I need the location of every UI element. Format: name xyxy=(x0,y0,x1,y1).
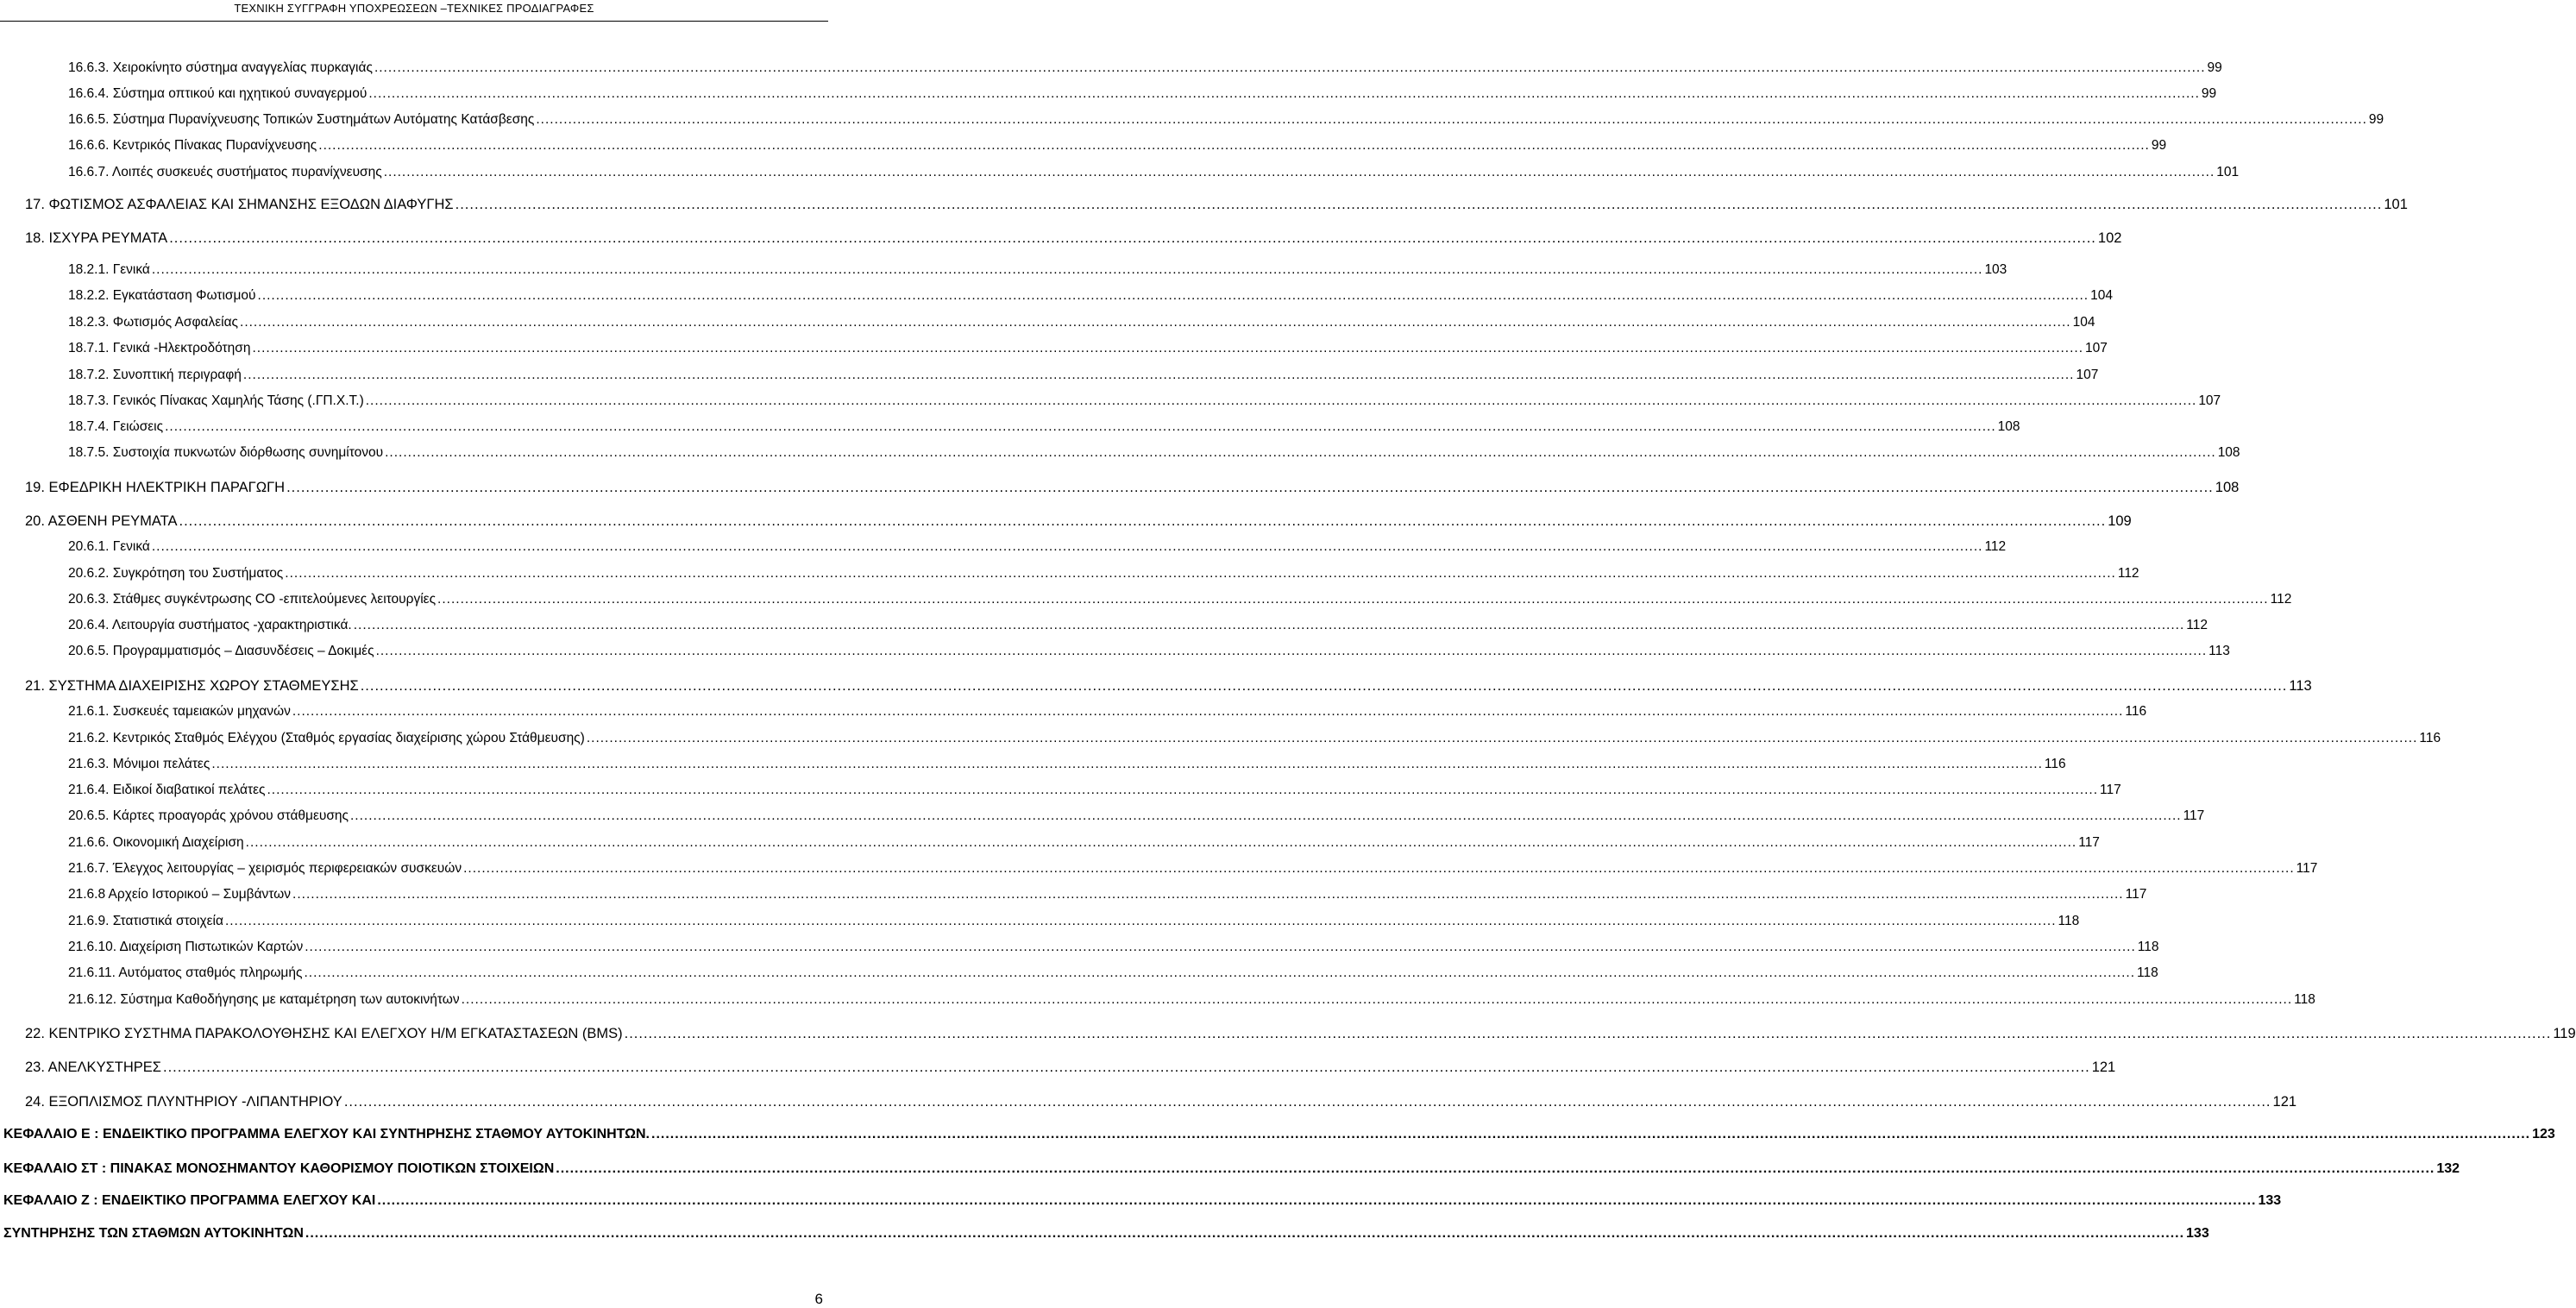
toc-entry-label: 16.6.5. Σύστημα Πυρανίχνευσης Τοπικών Συστημάτων Αυτόματης Κατάσβεσης xyxy=(68,112,535,127)
toc-entry-label: 21.6.2. Κεντρικός Σταθμός Ελέγχου (Σταθμός εργασίας διαχείρισης χώρου Στάθμευσης) xyxy=(68,731,585,745)
toc-entry[interactable] xyxy=(68,368,2099,383)
toc-entry-page: 117 xyxy=(2078,835,2100,850)
toc-entry-label: 18.2.3. Φωτισμός Ασφαλείας xyxy=(68,315,239,330)
toc-leader-dots: ................................................................................................................................................................................................................................................................................................................................................................................................................ xyxy=(179,513,2107,529)
toc-leader-dots: ................................................................................................................................................................................................................................................................................................................................................................................................................ xyxy=(536,112,2367,127)
toc-entry[interactable] xyxy=(3,1193,2282,1209)
toc-entry[interactable] xyxy=(25,1026,2576,1042)
toc-entry-label: 19. ΕΦΕΔΡΙΚΗ ΗΛΕΚΤΡΙΚΗ ΠΑΡΑΓΩΓΗ xyxy=(25,480,286,495)
toc-entry[interactable] xyxy=(25,513,2132,530)
toc-entry-label: ΚΕΦΑΛΑΙΟ Ζ : ΕΝΔΕΙΚΤΙΚΟ ΠΡΟΓΡΑΜΜΑ ΕΛΕΓΧΟΥ ΚΑΙ xyxy=(3,1193,376,1208)
toc-leader-dots: ................................................................................................................................................................................................................................................................................................................................................................................................................ xyxy=(624,1026,2552,1041)
toc-leader-dots: ................................................................................................................................................................................................................................................................................................................................................................................................................ xyxy=(224,914,2057,928)
page-header-title: ΤΕΧΝΙΚΗ ΣΥΓΓΡΑΦΗ ΥΠΟΧΡΕΩΣΕΩΝ –ΤΕΧΝΙΚΕΣ ΠΡΟΔΙΑΓΡΑΦΕΣ xyxy=(234,2,594,15)
toc-entry-page: 117 xyxy=(2183,808,2205,823)
toc-entry-label: 21.6.1. Συσκευές ταμειακών μηχανών xyxy=(68,704,291,719)
toc-leader-dots: ................................................................................................................................................................................................................................................................................................................................................................................................................ xyxy=(651,1127,2531,1141)
toc-leader-dots: ................................................................................................................................................................................................................................................................................................................................................................................................................ xyxy=(304,965,2136,980)
toc-entry[interactable] xyxy=(68,539,2007,555)
toc-leader-dots: ................................................................................................................................................................................................................................................................................................................................................................................................................ xyxy=(305,940,2136,954)
toc-entry-label: 17. ΦΩΤΙΣΜΟΣ ΑΣΦΑΛΕΙΑΣ ΚΑΙ ΣΗΜΑΝΣΗΣ ΕΞΟΔΩΝ ΔΙΑΦΥΓΗΣ xyxy=(25,197,454,212)
toc-entry[interactable] xyxy=(68,86,2217,102)
toc-entry[interactable] xyxy=(25,1060,2116,1076)
toc-entry-page: 117 xyxy=(2100,783,2121,797)
toc-entry-label: 20.6.4. Λειτουργία συστήματος -χαρακτηριστικά. xyxy=(68,618,352,632)
toc-entry-page: 107 xyxy=(2198,393,2221,408)
toc-leader-dots: ................................................................................................................................................................................................................................................................................................................................................................................................................ xyxy=(305,1226,2185,1241)
toc-entry-label: 20.6.5. Κάρτες προαγοράς χρόνου στάθμευσης xyxy=(68,808,349,823)
toc-entry[interactable] xyxy=(68,731,2441,746)
toc-entry-page: 113 xyxy=(2208,644,2230,658)
toc-entry[interactable] xyxy=(68,644,2230,659)
toc-entry-label: 16.6.6. Κεντρικός Πίνακας Πυρανίχνευσης xyxy=(68,138,317,153)
page-number: 6 xyxy=(814,1291,823,1307)
toc-entry-page: 101 xyxy=(2216,165,2240,179)
toc-entry[interactable] xyxy=(3,1127,2555,1142)
toc-leader-dots: ................................................................................................................................................................................................................................................................................................................................................................................................................ xyxy=(169,230,2096,246)
toc-entry-label: 24. ΕΞΟΠΛΙΣΜΟΣ ΠΛΥΝΤΗΡΙΟΥ -ΛΙΠΑΝΤΗΡΙΟΥ xyxy=(25,1094,342,1110)
toc-entry-page: 118 xyxy=(2294,992,2315,1007)
toc-leader-dots: ................................................................................................................................................................................................................................................................................................................................................................................................................ xyxy=(461,992,2293,1007)
toc-entry-label: 21.6.7. Έλεγχος λειτουργίας – χειρισμός περιφερειακών συσκευών xyxy=(68,861,462,876)
toc-entry-label: 21.6.3. Μόνιμοι πελάτες xyxy=(68,757,210,771)
toc-entry-page: 99 xyxy=(2207,60,2222,75)
toc-entry-page: 112 xyxy=(2117,566,2139,581)
toc-entry-page: 102 xyxy=(2097,230,2122,246)
toc-leader-dots: ................................................................................................................................................................................................................................................................................................................................................................................................................ xyxy=(211,757,2043,771)
toc-leader-dots: ................................................................................................................................................................................................................................................................................................................................................................................................................ xyxy=(151,262,1983,277)
toc-leader-dots: ................................................................................................................................................................................................................................................................................................................................................................................................................ xyxy=(257,288,2089,303)
toc-leader-dots: ................................................................................................................................................................................................................................................................................................................................................................................................................ xyxy=(242,368,2075,382)
toc-entry-label: 21.6.11. Αυτόματος σταθμός πληρωμής xyxy=(68,965,303,980)
toc-entry-label: 18.7.2. Συνοπτική περιγραφή xyxy=(68,368,242,382)
toc-entry-label: 18. ΙΣΧΥΡΑ ΡΕΥΜΑΤΑ xyxy=(25,230,168,246)
toc-leader-dots: ................................................................................................................................................................................................................................................................................................................................................................................................................ xyxy=(162,1060,2090,1075)
toc-entry[interactable] xyxy=(3,1226,2209,1242)
toc-entry-page: 133 xyxy=(2186,1226,2209,1241)
toc-entry[interactable] xyxy=(68,992,2315,1008)
toc-entry[interactable] xyxy=(68,861,2318,877)
toc-leader-dots: ................................................................................................................................................................................................................................................................................................................................................................................................................ xyxy=(285,566,2116,581)
toc-entry-page: 123 xyxy=(2532,1127,2555,1141)
toc-entry[interactable] xyxy=(68,419,2020,435)
toc-leader-dots: ................................................................................................................................................................................................................................................................................................................................................................................................................ xyxy=(350,808,2182,823)
toc-entry-page: 112 xyxy=(2270,592,2292,607)
toc-entry[interactable] xyxy=(68,112,2384,128)
toc-entry-label: ΣΥΝΤΗΡΗΣΗΣ ΤΩΝ ΣΤΑΘΜΩΝ ΑΥΤΟΚΙΝΗΤΩΝ xyxy=(3,1226,304,1241)
toc-entry-label: 21. ΣΥΣΤΗΜΑ ΔΙΑΧΕΙΡΙΣΗΣ ΧΩΡΟΥ ΣΤΑΘΜΕΥΣΗΣ xyxy=(25,678,359,694)
toc-entry-label: 18.7.3. Γενικός Πίνακας Χαμηλής Τάσης (.ΓΠ.Χ.Τ.) xyxy=(68,393,364,408)
toc-entry-page: 99 xyxy=(2368,112,2384,127)
toc-entry[interactable] xyxy=(68,165,2240,180)
toc-entry-page: 121 xyxy=(2272,1094,2297,1110)
toc-leader-dots: ................................................................................................................................................................................................................................................................................................................................................................................................................ xyxy=(375,644,2208,658)
toc-entry[interactable] xyxy=(3,1161,2460,1177)
header-divider xyxy=(0,21,828,22)
toc-leader-dots: ................................................................................................................................................................................................................................................................................................................................................................................................................ xyxy=(586,731,2418,745)
toc-entry-label: 18.2.1. Γενικά xyxy=(68,262,150,277)
toc-leader-dots: ................................................................................................................................................................................................................................................................................................................................................................................................................ xyxy=(368,86,2200,101)
toc-entry-label: 20.6.3. Στάθμες συγκέντρωσης CO -επιτελούμενες λειτουργίες xyxy=(68,592,437,607)
toc-leader-dots: ................................................................................................................................................................................................................................................................................................................................................................................................................ xyxy=(365,393,2197,408)
toc-entry-label: ΚΕΦΑΛΑΙΟ ΣΤ : ΠΙΝΑΚΑΣ ΜΟΝΟΣΗΜΑΝΤΟΥ ΚΑΘΟΡΙΣΜΟΥ ΠΟΙΟΤΙΚΩΝ ΣΤΟΙΧΕΙΩΝ xyxy=(3,1161,555,1176)
toc-entry-page: 108 xyxy=(2217,445,2240,460)
toc-entry-label: 18.7.4. Γειώσεις xyxy=(68,419,164,434)
toc-entry[interactable] xyxy=(25,1094,2297,1110)
toc-entry-page: 118 xyxy=(2058,914,2080,928)
toc-leader-dots: ................................................................................................................................................................................................................................................................................................................................................................................................................ xyxy=(463,861,2295,876)
toc-leader-dots: ................................................................................................................................................................................................................................................................................................................................................................................................................ xyxy=(267,783,2099,797)
toc-leader-dots: ................................................................................................................................................................................................................................................................................................................................................................................................................ xyxy=(240,315,2071,330)
toc-entry-label: 18.7.5. Συστοιχία πυκνωτών διόρθωσης συνημίτονου xyxy=(68,445,384,460)
toc-entry-label: 21.6.12. Σύστημα Καθοδήγησης με καταμέτρηση των αυτοκινήτων xyxy=(68,992,460,1007)
toc-entry[interactable] xyxy=(68,288,2113,304)
toc-entry[interactable] xyxy=(25,230,2122,247)
toc-entry[interactable] xyxy=(68,704,2147,720)
toc-entry-page: 113 xyxy=(2289,678,2312,694)
toc-entry[interactable] xyxy=(68,592,2292,607)
toc-entry-page: 117 xyxy=(2296,861,2318,876)
toc-entry[interactable] xyxy=(68,835,2100,851)
toc-leader-dots: ................................................................................................................................................................................................................................................................................................................................................................................................................ xyxy=(165,419,1996,434)
toc-entry-page: 133 xyxy=(2258,1193,2282,1208)
toc-entry[interactable] xyxy=(68,138,2167,154)
toc-entry-page: 107 xyxy=(2085,341,2108,355)
toc-leader-dots: ................................................................................................................................................................................................................................................................................................................................................................................................................ xyxy=(374,60,2206,75)
toc-entry-label: 18.2.2. Εγκατάσταση Φωτισμού xyxy=(68,288,256,303)
toc-entry-label: 21.6.6. Οικονομική Διαχείριση xyxy=(68,835,244,850)
toc-entry[interactable] xyxy=(68,965,2158,981)
toc-leader-dots: ................................................................................................................................................................................................................................................................................................................................................................................................................ xyxy=(360,678,2288,694)
toc-entry-page: 109 xyxy=(2108,513,2132,529)
toc-leader-dots: ................................................................................................................................................................................................................................................................................................................................................................................................................ xyxy=(353,618,2185,632)
toc-leader-dots: ................................................................................................................................................................................................................................................................................................................................................................................................................ xyxy=(245,835,2077,850)
toc-entry-label: 16.6.3. Χειροκίνητο σύστημα αναγγελίας πυρκαγιάς xyxy=(68,60,373,75)
toc-entry-label: 21.6.8 Αρχείο Ιστορικού – Συμβάντων xyxy=(68,887,292,902)
toc-entry-page: 117 xyxy=(2125,887,2147,902)
toc-entry-page: 108 xyxy=(1997,419,2020,434)
toc-leader-dots: ................................................................................................................................................................................................................................................................................................................................................................................................................ xyxy=(286,480,2214,495)
toc-entry[interactable] xyxy=(68,783,2121,798)
toc-leader-dots: ................................................................................................................................................................................................................................................................................................................................................................................................................ xyxy=(252,341,2084,355)
toc-entry-page: 107 xyxy=(2076,368,2099,382)
toc-entry-page: 118 xyxy=(2137,940,2159,954)
toc-entry-page: 116 xyxy=(2044,757,2066,771)
toc-entry[interactable] xyxy=(68,445,2240,461)
toc-entry[interactable] xyxy=(25,678,2312,695)
toc-entry[interactable] xyxy=(68,315,2095,330)
toc-leader-dots: ................................................................................................................................................................................................................................................................................................................................................................................................................ xyxy=(455,197,2383,212)
toc-entry[interactable] xyxy=(68,887,2147,902)
toc-entry-label: 21.6.9. Στατιστικά στοιχεία xyxy=(68,914,223,928)
toc-leader-dots: ................................................................................................................................................................................................................................................................................................................................................................................................................ xyxy=(292,887,2124,902)
toc-leader-dots: ................................................................................................................................................................................................................................................................................................................................................................................................................ xyxy=(556,1161,2435,1176)
toc-leader-dots: ................................................................................................................................................................................................................................................................................................................................................................................................................ xyxy=(343,1094,2271,1110)
toc-entry-page: 121 xyxy=(2091,1060,2116,1075)
toc-entry-page: 116 xyxy=(2419,731,2441,745)
toc-leader-dots: ................................................................................................................................................................................................................................................................................................................................................................................................................ xyxy=(383,165,2215,179)
toc-entry-page: 99 xyxy=(2201,86,2217,101)
toc-entry-page: 108 xyxy=(2215,480,2240,495)
toc-entry-page: 104 xyxy=(2072,315,2095,330)
toc-entry[interactable] xyxy=(25,480,2240,496)
toc-entry-page: 119 xyxy=(2553,1026,2576,1041)
toc-entry[interactable] xyxy=(68,262,2007,278)
toc-entry-label: 20.6.5. Προγραμματισμός – Διασυνδέσεις – Δοκιμές xyxy=(68,644,374,658)
toc-leader-dots: ................................................................................................................................................................................................................................................................................................................................................................................................................ xyxy=(377,1193,2257,1208)
toc-entry[interactable] xyxy=(68,757,2066,772)
toc-entry-label: 22. ΚΕΝΤΡΙΚΟ ΣΥΣΤΗΜΑ ΠΑΡΑΚΟΛΟΥΘΗΣΗΣ ΚΑΙ ΕΛΕΓΧΟΥ Η/Μ ΕΓΚΑΤΑΣΤΑΣΕΩΝ (BMS) xyxy=(25,1026,623,1041)
toc-entry[interactable] xyxy=(68,60,2222,76)
toc-entry-label: 20.6.2. Συγκρότηση του Συστήματος xyxy=(68,566,284,581)
toc-entry-page: 112 xyxy=(2186,618,2208,632)
toc-leader-dots: ................................................................................................................................................................................................................................................................................................................................................................................................................ xyxy=(151,539,1983,554)
toc-entry-page: 116 xyxy=(2125,704,2147,719)
toc-leader-dots: ................................................................................................................................................................................................................................................................................................................................................................................................................ xyxy=(385,445,2216,460)
toc-entry-page: 132 xyxy=(2436,1161,2460,1176)
toc-entry-label: 21.6.10. Διαχείριση Πιστωτικών Καρτών xyxy=(68,940,304,954)
toc-entry-label: 18.7.1. Γενικά -Ηλεκτροδότηση xyxy=(68,341,251,355)
toc-entry[interactable] xyxy=(25,197,2408,213)
toc-entry[interactable] xyxy=(68,914,2080,929)
toc-leader-dots: ................................................................................................................................................................................................................................................................................................................................................................................................................ xyxy=(437,592,2269,607)
toc-entry[interactable] xyxy=(68,940,2159,955)
toc-entry-label: 21.6.4. Ειδικοί διαβατικοί πελάτες xyxy=(68,783,266,797)
toc-leader-dots: ................................................................................................................................................................................................................................................................................................................................................................................................................ xyxy=(292,704,2124,719)
toc-leader-dots: ................................................................................................................................................................................................................................................................................................................................................................................................................ xyxy=(318,138,2150,153)
toc-entry[interactable] xyxy=(68,393,2221,409)
toc-entry-label: 16.6.4. Σύστημα οπτικού και ηχητικού συναγερμού xyxy=(68,86,368,101)
toc-entry-label: 20. ΑΣΘΕΝΗ ΡΕΥΜΑΤΑ xyxy=(25,513,178,529)
toc-entry-page: 104 xyxy=(2090,288,2113,303)
toc-entry-page: 103 xyxy=(1984,262,2007,277)
toc-entry-label: 16.6.7. Λοιπές συσκευές συστήματος πυρανίχνευσης xyxy=(68,165,382,179)
toc-entry[interactable] xyxy=(68,566,2139,582)
toc-entry-label: 20.6.1. Γενικά xyxy=(68,539,150,554)
toc-entry[interactable] xyxy=(68,618,2208,633)
toc-entry-page: 112 xyxy=(1984,539,2007,554)
toc-entry-label: ΚΕΦΑΛΑΙΟ Ε : ΕΝΔΕΙΚΤΙΚΟ ΠΡΟΓΡΑΜΜΑ ΕΛΕΓΧΟΥ ΚΑΙ ΣΥΝΤΗΡΗΣΗΣ ΣΤΑΘΜΟΥ ΑΥΤΟΚΙΝΗΤΩΝ. xyxy=(3,1127,650,1141)
toc-entry-page: 99 xyxy=(2151,138,2167,153)
toc-entry[interactable] xyxy=(68,341,2108,356)
toc-entry-page: 101 xyxy=(2384,197,2408,212)
toc-entry-page: 118 xyxy=(2137,965,2158,980)
toc-entry[interactable] xyxy=(68,808,2205,824)
toc-entry-label: 23. ΑΝΕΛΚΥΣΤΗΡΕΣ xyxy=(25,1060,161,1075)
